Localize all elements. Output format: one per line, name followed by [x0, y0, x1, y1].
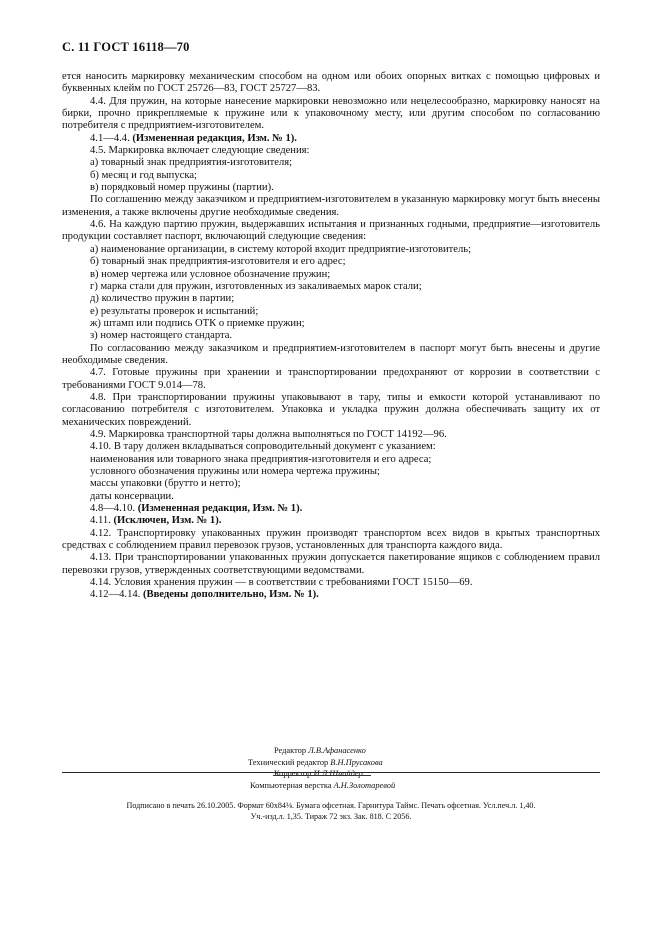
- amendment-note-4-11: [62, 515, 600, 527]
- credit-layout: [0, 780, 661, 792]
- list-item: а) товарный знак предприятия-изготовителя;: [90, 157, 293, 169]
- credit-name: А.Н.Золотаревой: [333, 780, 396, 790]
- list-item: е) результаты проверок и испытаний;: [90, 305, 259, 317]
- list-item: б) месяц и год выпуска;: [90, 169, 197, 181]
- credit-corrector: [0, 768, 661, 780]
- amendment-note-4-1-4-4: [62, 133, 600, 145]
- credit-role: Корректор: [274, 769, 312, 779]
- clause-4-13: 4.13. При транспортировании упакованных пружин допускается пакетирование ящиков с соблюдением правил перевозки грузов, утвержденных соответствующими ведомствами.: [62, 552, 600, 576]
- imprint-line: Подписано в печать 26.10.2005. Формат 60х84⅛. Бумага офсетная. Гарнитура Таймс. Печать офсетная. Усл.печ.л. 1,40.: [126, 801, 536, 810]
- credit-role: Компьютерная верстка: [250, 780, 332, 790]
- list-item: в) номер чертежа или условное обозначение пружин;: [90, 268, 331, 280]
- imprint-line: Уч.-изд.л. 1,35. Тираж 72 экз. Зак. 818. С 2056.: [250, 812, 412, 822]
- list-item: ж) штамп или подпись ОТК о приемке пружин;: [90, 317, 305, 329]
- list-item: а) наименование организации, в систему которой входит предприятие-изготовитель;: [90, 243, 472, 255]
- list-item: условного обозначения пружины или номера чертежа пружины;: [90, 466, 380, 477]
- credit-name: И.Л.Шнайдер: [313, 769, 363, 779]
- list-item: наименования или товарного знака предприятия-изготовителя и его адреса;: [90, 453, 432, 465]
- clause-4-6-note: По согласованию между заказчиком и предприятием-изготовителем в паспорт могут быть внесены и другие необходимые сведения.: [62, 342, 600, 366]
- clause-4-8: 4.8. При транспортировании пружины упаковывают в тару, типы и емкости которой устанавливают по согласованию потребителя с изготовителем. Упаковка и укладка пружин должна обеспечивать защиту их от механических повреждений.: [62, 391, 600, 428]
- clause-4-5: 4.5. Маркировка включает следующие сведения:: [90, 145, 310, 157]
- clause-4-6: 4.6. На каждую партию пружин, выдержавших испытания и признанных годными, предприятие—изготовитель продукции составляет паспорт, включающий следующие сведения:: [62, 219, 600, 243]
- clause-4-14: 4.14. Условия хранения пружин — в соответствии с требованиями ГОСТ 15150—69.: [90, 577, 473, 589]
- credit-name: В.Н.Прусакова: [330, 757, 383, 767]
- credit-editor: [0, 745, 661, 757]
- list-item: б) товарный знак предприятия-изготовителя и его адрес;: [90, 256, 346, 268]
- amendment-text: (Введены дополнительно, Изм. № 1).: [142, 589, 319, 601]
- list-item: д) количество пружин в партии;: [90, 293, 235, 305]
- credit-name: Л.В.Афанасенко: [308, 746, 366, 755]
- amendment-note-4-8-4-10: [62, 503, 600, 515]
- amendment-text: (Исключен, Изм. № 1).: [113, 515, 222, 527]
- credit-tech-editor: [0, 757, 661, 769]
- clause-4-7: 4.7. Готовые пружины при хранении и транспортировании предохраняют от коррозии в соответствии с требованиями ГОСТ 9.014—78.: [62, 367, 600, 391]
- clause-4-5-note: По соглашению между заказчиком и предприятием-изготовителем в указанную маркировку могут быть внесены изменения, а также включены другие необходимые сведения.: [62, 194, 600, 218]
- amendment-range: 4.12—4.14.: [90, 589, 141, 601]
- clause-4-12: 4.12. Транспортировку упакованных пружин производят транспортом всех видов в крытых транспортных средствах с соблюдением правил перевозок грузов, установленных для транспорта каждого вида.: [62, 527, 600, 552]
- amendment-range: 4.8—4.10.: [90, 503, 136, 515]
- paragraph-continuation: ется наносить маркировку механическим способом на одном или обоих опорных витках с помощью цифровых и буквенных клейм по ГОСТ 25726—83, ГОСТ 25727—83.: [62, 71, 600, 95]
- strike-line: [273, 775, 371, 776]
- list-item: з) номер настоящего стандарта.: [90, 330, 233, 342]
- list-item: г) марка стали для пружин, изготовленных из закаливаемых марок стали;: [90, 280, 422, 292]
- document-body: [62, 71, 600, 602]
- page-header: С. 11 ГОСТ 16118—70: [62, 40, 190, 54]
- amendment-text: (Измененная редакция, Изм. № 1).: [132, 132, 297, 144]
- amendment-range: 4.11.: [90, 515, 111, 527]
- clause-4-9: 4.9. Маркировка транспортной тары должна выполняться по ГОСТ 14192—96.: [90, 428, 447, 440]
- credit-role: Технический редактор: [248, 757, 329, 767]
- credit-role: Редактор: [274, 746, 307, 755]
- amendment-note-4-12-4-14: [62, 589, 600, 601]
- amendment-range: 4.1—4.4.: [90, 132, 130, 144]
- list-item: даты консервации.: [90, 490, 174, 502]
- clause-4-4: 4.4. Для пружин, на которые нанесение маркировки невозможно или нецелесообразно, маркировку наносят на бирки, прочно прикрепляемые к пружине или к упаковочному месту, или другим способом по согласованию потребителя с предприятием-изготовителем.: [62, 95, 600, 132]
- amendment-text: (Измененная редакция, Изм. № 1).: [137, 503, 303, 515]
- list-item: массы упаковки (брутто и нетто);: [90, 478, 241, 490]
- credits-block: [0, 745, 661, 791]
- imprint-block: [62, 800, 600, 823]
- divider-line: [62, 772, 600, 773]
- clause-4-10: 4.10. В тару должен вкладываться сопроводительный документ с указанием:: [90, 441, 436, 453]
- list-item: в) порядковый номер пружины (партии).: [90, 182, 274, 194]
